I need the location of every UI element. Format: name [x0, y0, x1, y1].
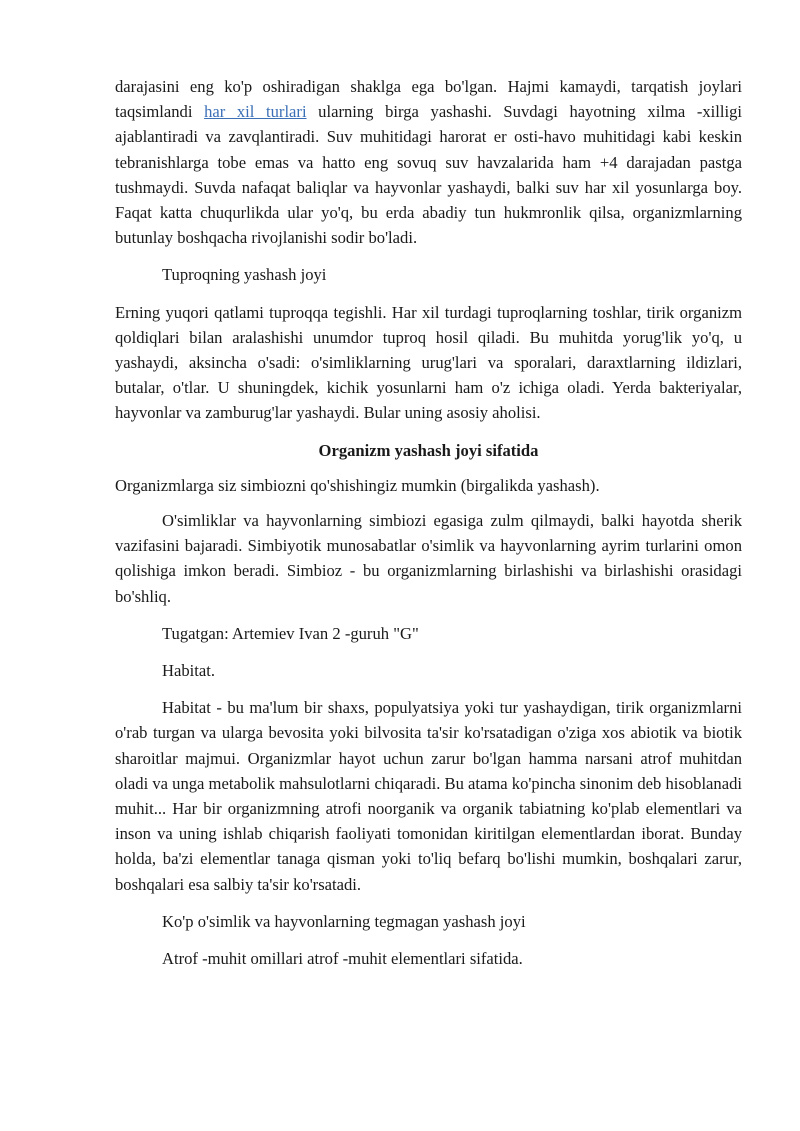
- paragraph-text: ularning birga yashashi. Suvdagi hayotning xilma -xilligi ajablantiradi va zavqlantiradi. Suv muhitidagi harorat er osti-havo muhitidagi kabi keskin tebranishlarga tobe emas va hatto eng sovuq suv havzalarida ham +4 darajadan pastga tushmaydi. Suvda nafaqat baliqlar va hayvonlar yashaydi, balki suv har xil yosunlarga boy. Faqat katta chuqurlikda ular yo'q, bu erda abadiy tun hukmronlik qilsa, organizmlarning butunlay boshqacha rivojlanishi sodir bo'ladi.: [115, 102, 743, 248]
- paragraph-soil: Erning yuqori qatlami tuproqqa tegishli. Har xil turdagi tuproqlarning toshlar, tirik organizm qoldiqlari bilan aralashishi unumdor tuproq hosil qiladi. Bu muhitda yorug'lik yo'q, u yashaydi, aksincha o'sadi: o'simliklarning urug'lari va sporalari, daraxtlarning ildizlari, butalar, o'tlar. U shuningdek, kichik yosunlarni ham o'z ichiga oladi. Yerda bakteriyalar, hayvonlar va zamburug'lar yashaydi. Bular uning asosiy aholisi.: [115, 302, 742, 423]
- paragraph-text: darajasini eng ko'p oshiradigan shaklga ega bo'lgan. Hajmi kamaydi, tarqatish joylari taqsimlandi: [115, 77, 742, 122]
- subheading-environmental-factors: Atrof -muhit omillari atrof -muhit elementlari sifatida.: [162, 949, 523, 969]
- paragraph-habitat-definition: Habitat - bu ma'lum bir shaxs, populyatsiya yoki tur yashaydigan, tirik organizmlarni o'rab turgan va ularga bevosita yoki bilvosita ta'sir ko'rsatadigan o'ziga xos abiotik va biotik sharoitlar majmui. Organizmlar hayot uchun zarur bo'lgan hamma narsani atrof muhitdan oladi va unga metabolik mahsulotlarni chiqaradi. Bu atama ko'pincha sinonim deb hisoblanadi muhit... Har bir organizmning atrofi noorganik va organik tabiatning ko'plab elementlari va inson va uning ishlab chiqarish faoliyati tomonidan kiritilgan elementlardan iborat. Bunday holda, ba'zi elementlar tanaga qisman yoki to'liq befarq bo'lishi mumkin, boshqalari zarur, boshqalari esa salbiy ta'sir ko'rsatadi.: [115, 698, 742, 894]
- section-heading: Organizm yashash joyi sifatida: [318, 440, 539, 460]
- paragraph-symbiosis: O'simliklar va hayvonlarning simbiozi egasiga zulm qilmaydi, balki hayotda sherik vazifasini bajaradi. Simbiyotik munosabatlar o'simlik va hayvonlarning ayrim turlarini omon qolishiga imkon beradi. Simbioz - bu organizmlarning birlashishi va birlashishi orasidagi bo'shliq.: [115, 511, 742, 606]
- subheading-untouched-habitat: Ko'p o'simlik va hayvonlarning tegmagan yashash joyi: [162, 911, 526, 931]
- paragraph-aquatic-habitat: [115, 74, 742, 250]
- subheading-habitat: Habitat.: [162, 661, 215, 681]
- author-line: Tugatgan: Artemiev Ivan 2 -guruh "G": [162, 623, 419, 643]
- link-har-xil-turlari[interactable]: har xil turlari: [204, 102, 307, 122]
- document-page: [115, 74, 742, 971]
- subheading-soil-habitat: Tuproqning yashash joyi: [162, 265, 327, 285]
- paragraph-symbiosis-intro: Organizmlarga siz simbiozni qo'shishingiz mumkin (birgalikda yashash).: [115, 475, 600, 495]
